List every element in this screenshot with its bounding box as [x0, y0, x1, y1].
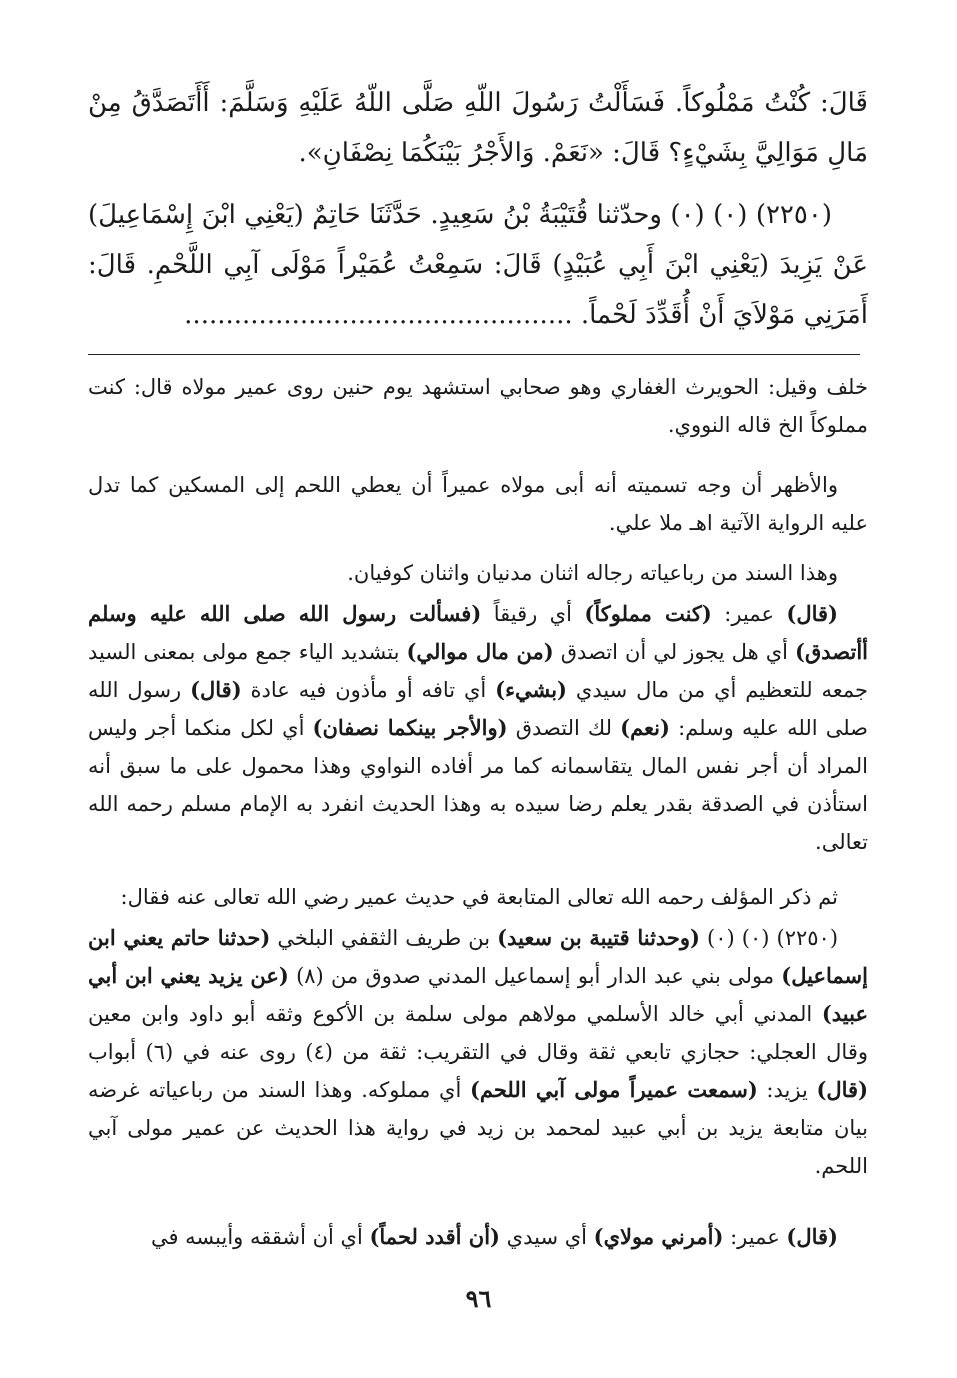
bold-quote: (وحدثنا قتيبة بن سعيد)	[497, 925, 700, 950]
printing-speck	[330, 60, 336, 66]
commentary-paragraph-1: خلف وقيل: الحويرث الغفاري وهو صحابي استشهد يوم حنين روى عمير مولاه قال: كنت مملوكاً الخ قاله النووي.	[88, 375, 868, 437]
bold-quote: (سمعت عميراً مولى آبي اللحم)	[469, 1077, 758, 1102]
commentary-paragraph-7	[88, 1218, 868, 1256]
bold-quote: (قال)	[786, 601, 838, 626]
commentary-text: المدني أبي خالد الأسلمي مولاهم مولى سلمة بن الأكوع وثقه أبو داود وابن معين وقال العجلي: حجازي تابعي ثقة وقال في التقريب: ثقة من (٤) روى عنه في (٦) أبواب	[88, 1002, 868, 1064]
bold-quote: (بشيء)	[495, 677, 567, 702]
commentary-text: لك التصدق	[507, 716, 621, 740]
hadith-chain-text: (٢٢٥٠) (٠) (٠) وحدّثنا قُتَيْبَةُ بْنُ سَعِيدٍ. حَدَّثَنَا حَاتِمٌ (يَعْنِي ابْنَ إِسْمَاعِيلَ) عَنْ يَزِيدَ (يَعْنِي ابْنَ أَبِي عُبَيْدٍ) قَالَ: سَمِعْتُ عُمَيْراً مَوْلَى آبِي اللَّحْمِ. قَالَ: أَمَرَنِي مَوْلاَيَ أَنْ أُقَدِّدَ لَحْماً. ...............................................	[88, 200, 868, 330]
bold-quote: (أن أقدد لحماً)	[369, 1224, 500, 1249]
bold-quote: (عن يزيد يعني ابن أبي عبيد)	[88, 963, 868, 1026]
bold-quote: (فسألت رسول الله صلى الله عليه وسلم أأتصدق)	[88, 601, 868, 664]
commentary-text: عمير:	[723, 1225, 787, 1249]
commentary-paragraph-2: والأظهر أن وجه تسميته أنه أبى مولاه عميراً أن يعطي اللحم إلى المسكين كما تدل عليه الرواية الآتية اهـ ملا علي.	[88, 473, 868, 535]
commentary-text: أي مملوكه. وهذا السند من رباعياته غرضه بيان متابعة يزيد بن أبي عبيد لمحمد بن زيد في رواية هذا الحديث عن عمير مولى آبي اللحم.	[88, 1078, 868, 1178]
commentary-paragraph-3: وهذا السند من رباعياته رجاله اثنان مدنيان واثنان كوفيان.	[347, 561, 838, 585]
bold-quote: (قال)	[816, 1077, 869, 1102]
commentary-text: أي سيدي	[499, 1225, 594, 1249]
commentary-text: أي تافه أو مأذون فيه عادة	[241, 678, 496, 702]
bold-quote: (قال)	[190, 677, 242, 702]
commentary-text: رسول الله صلى الله عليه وسلم:	[88, 678, 868, 740]
bold-quote: (كنت مملوكاً)	[584, 601, 712, 626]
bold-quote: (أمرني مولاي)	[593, 1224, 724, 1249]
commentary-text: أي رقيقاً	[481, 602, 585, 626]
bold-quote: (قال)	[786, 1224, 838, 1249]
commentary-text: أي لكل منكما أجر وليس المراد أن أجر نفس المال يتقاسمانه كما مر أفاده النواوي وهذا محمول على ما سبق أنه استأذن في الصدقة بقدر يعلم رضا سيده به وهذا الحديث انفرد به الإمام مسلم رحمه الله تعالى.	[88, 716, 868, 854]
bold-quote: (نعم)	[620, 715, 670, 740]
commentary-paragraph-5: ثم ذكر المؤلف رحمه الله تعالى المتابعة في حديث عمير رضي الله تعالى عنه فقال:	[120, 885, 838, 909]
commentary-text: عمير:	[711, 602, 787, 626]
footnote-divider	[88, 354, 860, 355]
bold-quote: (من مال موالي)	[406, 639, 554, 664]
hadith-text-block-1: قَالَ: كُنْتُ مَمْلُوكاً. فَسَأَلْتُ رَسُولَ اللّهِ صَلَّى اللّهُ عَلَيْهِ وَسَلَّمَ: أَأَتَصَدَّقُ مِنْ مَالِ مَوَالِيَّ بِشَيْءٍ؟ قَالَ: «نَعَمْ. وَالأَجْرُ بَيْنَكُمَا نِصْفَانِ».	[88, 88, 868, 168]
commentary-text: أي أن أشققه وأيبسه في	[150, 1225, 370, 1249]
commentary-text: بن طريف الثقفي البلخي	[270, 926, 498, 950]
commentary-text: بتشديد الياء جمع مولى بمعنى السيد جمعه للتعظيم أي من مال سيدي	[88, 640, 869, 702]
hadith-number: (٢٢٥٠) (٠) (٠)	[700, 926, 839, 950]
commentary-text: مولى بني عبد الدار أبو إسماعيل المدني صدوق من (٨)	[288, 964, 782, 988]
commentary-text: أي هل يجوز لي أن اتصدق	[553, 640, 796, 664]
commentary-paragraph-6	[88, 919, 868, 1185]
bold-quote: (والأجر بينكما نصفان)	[312, 715, 508, 740]
page-number: ٩٦	[465, 1284, 492, 1313]
bold-quote: (حدثنا حاتم يعني ابن إسماعيل)	[88, 925, 868, 988]
commentary-text: يزيد:	[757, 1078, 817, 1102]
commentary-paragraph-4	[88, 595, 868, 861]
hadith-text-block-2	[88, 190, 868, 340]
